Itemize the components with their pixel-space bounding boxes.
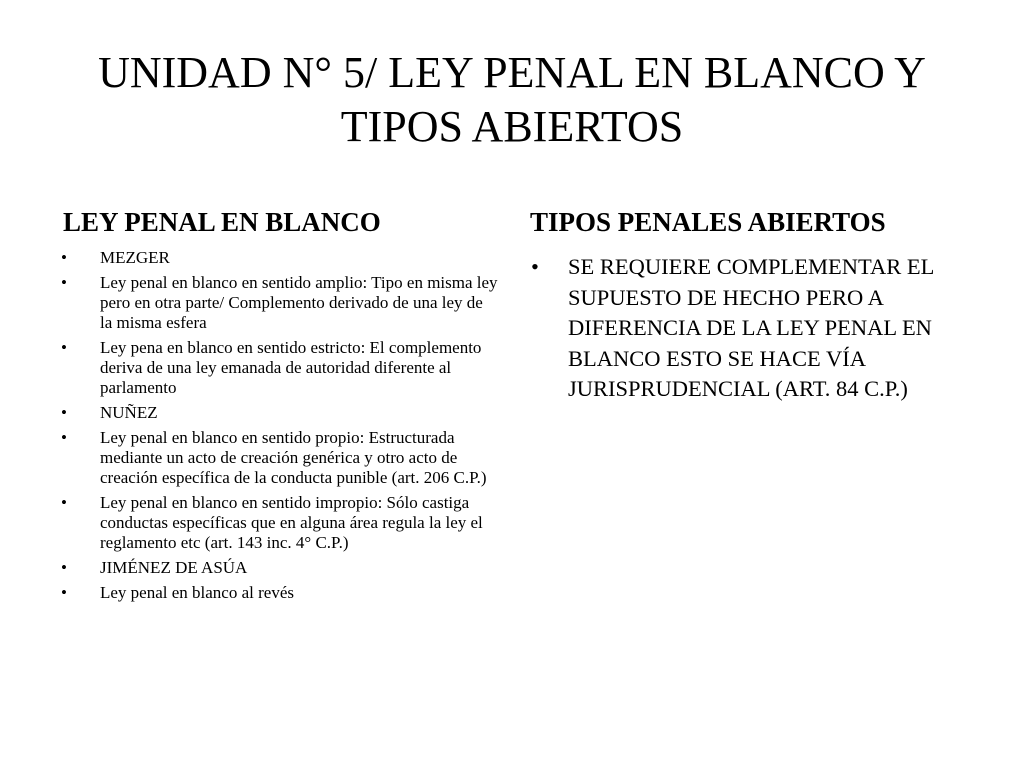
bullet-item-sentido-estricto: • Ley pena en blanco en sentido estricto: El complemento deriva de una ley emanada de autoridad diferente al parlamento [58, 338, 498, 398]
bullet-item-sentido-impropio: • Ley penal en blanco en sentido impropio: Sólo castiga conductas específicas que en alguna área regula la ley el reglamento etc (art. 143 inc. 4° C.P.) [58, 493, 498, 553]
bullet-item-sentido-propio: • Ley penal en blanco en sentido propio: Estructurada mediante un acto de creación genérica y otro acto de creación específica de la conducta punible (art. 206 C.P.) [58, 428, 498, 488]
right-column-bullet-list [528, 252, 968, 405]
bullet-item-nunez: • NUÑEZ [58, 403, 498, 423]
bullet-item-sentido-amplio: • Ley penal en blanco en sentido amplio: Tipo en misma ley pero en otra parte/ Complemento derivado de una ley de la misma esfera [58, 273, 498, 333]
slide-title: UNIDAD N° 5/ LEY PENAL EN BLANCO Y TIPOS ABIERTOS [98, 48, 926, 151]
bullet-item-tipos-abiertos: • SE REQUIERE COMPLEMENTAR EL SUPUESTO DE HECHO PERO A DIFERENCIA DE LA LEY PENAL EN BLANCO ESTO SE HACE VÍA JURISPRUDENCIAL (ART. 84 C.P.) [528, 252, 968, 405]
right-column-heading: TIPOS PENALES ABIERTOS [530, 207, 886, 237]
bullet-item-jimenez-de-asua: • JIMÉNEZ DE ASÚA [58, 558, 498, 578]
bullet-item-mezger: • MEZGER [58, 248, 498, 268]
bullet-item-al-reves: • Ley penal en blanco al revés [58, 583, 498, 603]
left-column-bullet-list [58, 248, 498, 608]
left-column-heading: LEY PENAL EN BLANCO [63, 207, 381, 237]
